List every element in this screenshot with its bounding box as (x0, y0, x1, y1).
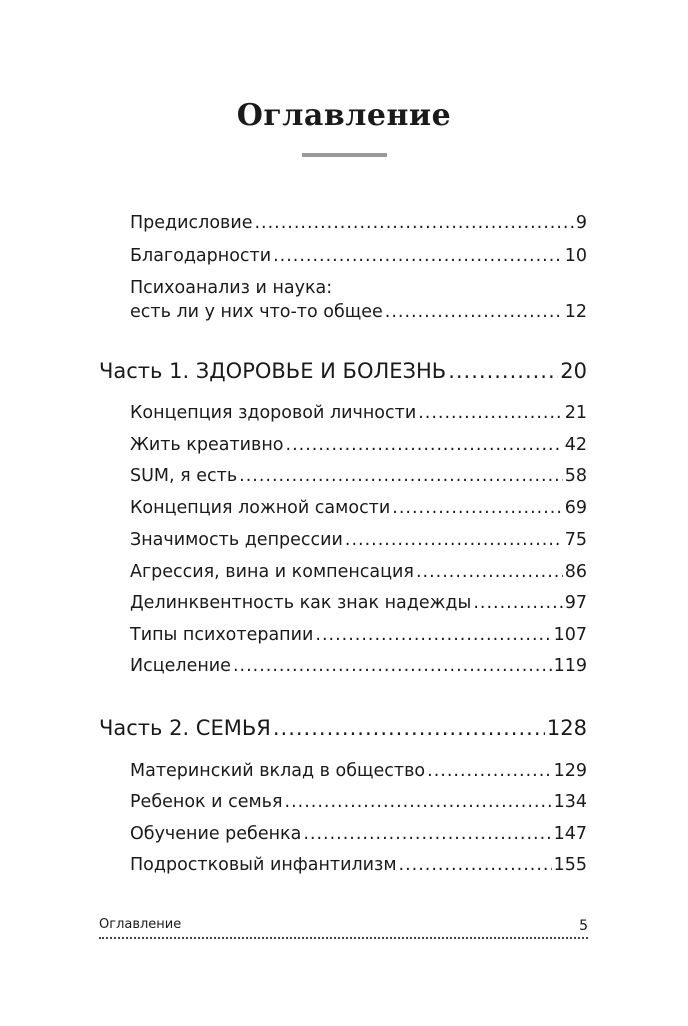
footer-dotted-rule (99, 937, 588, 939)
toc-entry[interactable] (130, 401, 587, 425)
toc-entry[interactable] (130, 464, 587, 488)
page-number: 5 (579, 918, 588, 934)
dot-leader (285, 790, 552, 814)
dot-leader (392, 496, 562, 520)
toc-entry-page: 58 (564, 466, 587, 486)
toc-entry[interactable] (130, 853, 587, 877)
toc-entry-label: Концепция ложной самости (130, 498, 391, 518)
toc-part-page: 20 (560, 359, 587, 383)
toc-entry-preface[interactable] (130, 211, 587, 235)
toc-entry[interactable] (130, 790, 587, 814)
toc-entry[interactable] (130, 528, 587, 552)
toc-entry[interactable] (130, 433, 587, 457)
toc-entry-label: есть ли у них что-то общее (130, 302, 383, 322)
toc-entry[interactable] (130, 560, 587, 584)
dot-leader (233, 654, 552, 678)
toc-entry[interactable] (130, 654, 587, 678)
toc-part-label: Часть 1. ЗДОРОВЬЕ И БОЛЕЗНЬ (99, 359, 447, 383)
toc-entry-label: Подростковый инфантилизм (130, 855, 397, 875)
running-footer: Оглавление (99, 917, 182, 932)
dot-leader (254, 211, 573, 235)
toc-entry-page: 12 (564, 302, 587, 322)
dot-leader (385, 300, 563, 324)
toc-entry-label: Типы психотерапии (130, 625, 314, 645)
toc-entry-label: Делинквентность как знак надежды (130, 593, 472, 613)
toc-entry-label: Предисловие (130, 213, 253, 233)
toc-entry-page: 75 (564, 530, 587, 550)
toc-entry-label: SUM, я есть (130, 466, 238, 486)
toc-entry-label: Обучение ребенка (130, 824, 302, 844)
dot-leader (418, 401, 563, 425)
dot-leader (473, 591, 562, 615)
dot-leader (315, 623, 551, 647)
dot-leader (273, 244, 563, 268)
toc-entry-page: 21 (564, 403, 587, 423)
dot-leader (416, 560, 563, 584)
toc-entry-page: 119 (553, 656, 587, 676)
toc-entry-label-line1: Психоанализ и наука: (130, 278, 333, 298)
toc-entry-page: 147 (553, 824, 587, 844)
dot-leader (303, 822, 551, 846)
dot-leader (273, 714, 545, 742)
toc-entry-acknowledgements[interactable] (130, 244, 587, 268)
dot-leader (239, 464, 563, 488)
toc-entry[interactable] (130, 496, 587, 520)
toc-entry-label: Исцеление (130, 656, 231, 676)
toc-entry-page: 134 (553, 792, 587, 812)
dot-leader (345, 528, 563, 552)
toc-part-1[interactable] (99, 357, 587, 385)
toc-entry-label: Благодарности (130, 246, 272, 266)
dot-leader (427, 759, 551, 783)
toc-entry-page: 9 (575, 213, 587, 233)
toc-entry-page: 86 (564, 562, 587, 582)
toc-entry-label: Значимость депрессии (130, 530, 343, 550)
toc-entry-page: 107 (553, 625, 587, 645)
dot-leader (286, 433, 563, 457)
toc-entry-label: Жить креативно (130, 435, 284, 455)
toc-entry-label: Концепция здоровой личности (130, 403, 417, 423)
page-title: Оглавление (236, 98, 452, 133)
toc-entry-psychoanalysis-science[interactable] (130, 276, 587, 324)
toc-part-label: Часть 2. СЕМЬЯ (99, 716, 271, 740)
title-underline (302, 153, 387, 157)
toc-entry-label: Материнский вклад в общество (130, 761, 426, 781)
dot-leader (448, 357, 558, 385)
toc-part-page: 128 (546, 716, 587, 740)
toc-entry[interactable] (130, 623, 587, 647)
toc-entry-page: 129 (553, 761, 587, 781)
toc-entry[interactable] (130, 759, 587, 783)
toc-entry-page: 155 (553, 855, 587, 875)
toc-entry-label: Ребенок и семья (130, 792, 283, 812)
toc-entry-label: Агрессия, вина и компенсация (130, 562, 414, 582)
toc-entry[interactable] (130, 822, 587, 846)
dot-leader (399, 853, 552, 877)
toc-entry-page: 97 (564, 593, 587, 613)
toc-entry-page: 10 (564, 246, 587, 266)
toc-entry-page: 42 (564, 435, 587, 455)
toc-entry-page: 69 (564, 498, 587, 518)
toc-part-2[interactable] (99, 714, 587, 742)
toc-entry[interactable] (130, 591, 587, 615)
